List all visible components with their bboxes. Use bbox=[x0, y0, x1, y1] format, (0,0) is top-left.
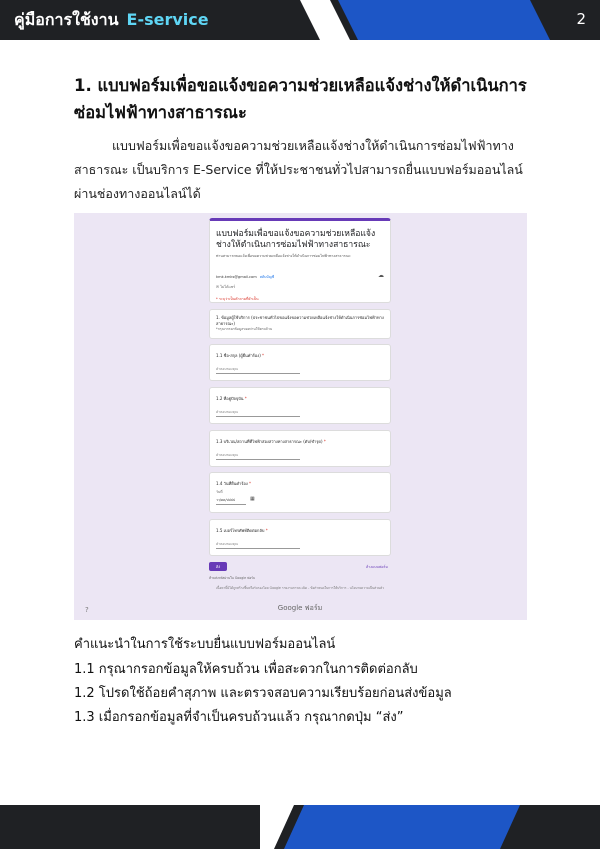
mail-icon: ✉ bbox=[216, 285, 220, 289]
header-title-accent: E-service bbox=[126, 10, 209, 29]
page-header bbox=[0, 0, 600, 40]
name-input[interactable]: คำตอบของคุณ bbox=[216, 367, 300, 374]
password-warning: ห้ามส่งรหัสผ่านใน Google ฟอร์ม bbox=[209, 576, 256, 580]
clear-form-button[interactable]: ล้างแบบฟอร์ม bbox=[366, 565, 388, 569]
question-card-info bbox=[209, 309, 391, 339]
form-header-card bbox=[209, 218, 391, 303]
form-account bbox=[216, 274, 274, 280]
page-footer bbox=[0, 805, 600, 849]
phone-input[interactable]: คำตอบของคุณ bbox=[216, 542, 300, 549]
question-label: 1.5 เบอร์โทรศัพท์ติดต่อกลับ * bbox=[216, 528, 268, 533]
address-input[interactable]: คำตอบของคุณ bbox=[216, 410, 300, 417]
question-label: 1. ข้อมูลผู้ใช้บริการ (ประชาชนทั่วไปขอแจ้งขอความช่วยเหลือแจ้งช่างให้ดำเนินการซ่อมไฟฟ้าทางสาธารณะ) bbox=[216, 315, 384, 326]
form-description: ท่านสามารถขอแจ้งเพื่อขอความช่วยเหลือแจ้งช่างให้ดำเนินการซ่อมไฟฟ้าทางสาธารณะ bbox=[216, 254, 351, 258]
footer-stripe-decoration bbox=[260, 805, 600, 849]
question-label: 1.3 บริเวณ/สถานที่ที่ไฟฟ้าส่องสว่างทางสาธารณะ (ดับ/ชำรุด) * bbox=[216, 439, 326, 444]
google-forms-logo: Google ฟอร์ม bbox=[277, 604, 323, 612]
account-email: kmk.kmks@gmail.com bbox=[216, 275, 257, 279]
switch-account-link[interactable]: สลับบัญชี bbox=[259, 275, 275, 279]
question-label: 1.4 วันที่ยื่นคำร้อง * bbox=[216, 481, 252, 486]
page-number: 2 bbox=[576, 10, 586, 28]
form-screenshot bbox=[74, 213, 527, 620]
instructions-title: คำแนะนำในการใช้ระบบยื่นแบบฟอร์มออนไลน์ bbox=[74, 637, 336, 652]
header-title-text: คู่มือการใช้งาน bbox=[14, 10, 119, 29]
instructions-list bbox=[74, 658, 544, 730]
calendar-icon[interactable]: ▦ bbox=[250, 496, 255, 502]
question-label: 1.1 ชื่อ-สกุล (ผู้ยื่นคำร้อง) * bbox=[216, 353, 265, 358]
question-card-address bbox=[209, 387, 391, 424]
question-card-name bbox=[209, 344, 391, 381]
question-card-date bbox=[209, 472, 391, 513]
instruction-item: 1.3 เมื่อกรอกข้อมูลที่จำเป็นครบถ้วนแล้ว กรุณากดปุ่ม “ส่ง” bbox=[74, 710, 404, 725]
date-label: วันที่ bbox=[216, 490, 223, 494]
required-note: * ระบุว่าเป็นคำถามที่จำเป็น bbox=[216, 297, 259, 301]
form-disclaimer: เนื้อหานี้มิได้ถูกสร้างขึ้นหรือรับรองโดย Google รายงานการละเมิด - ข้อกำหนดในการให้บริการ - นโยบายความเป็นส่วนตัว bbox=[216, 586, 384, 590]
header-title bbox=[14, 8, 209, 33]
date-input[interactable]: วว/ดด/ปปปป bbox=[216, 498, 246, 505]
not-shared-note: ✉ ไม่ได้แชร์ bbox=[216, 285, 236, 289]
question-card-phone bbox=[209, 519, 391, 556]
question-label: 1.2 ที่อยู่ปัจจุบัน * bbox=[216, 396, 247, 401]
section-paragraph: แบบฟอร์มเพื่อขอแจ้งขอความช่วยเหลือแจ้งช่างให้ดำเนินการซ่อมไฟฟ้าทางสาธารณะ เป็นบริการ E-Service ที่ให้ประชาชนทั่วไปสามารถยื่นแบบฟอร์มออนไลน์ผ่านช่องทางออนไลน์ได้ bbox=[74, 138, 523, 201]
help-icon[interactable]: ? bbox=[85, 606, 89, 614]
instruction-item: 1.2 โปรดใช้ถ้อยคำสุภาพ และตรวจสอบความเรียบร้อยก่อนส่งข้อมูล bbox=[74, 686, 452, 701]
question-card-location bbox=[209, 430, 391, 467]
section-heading: 1. แบบฟอร์มเพื่อขอแจ้งขอความช่วยเหลือแจ้งช่างให้ดำเนินการซ่อมไฟฟ้าทางสาธารณะ bbox=[74, 76, 527, 122]
instruction-item: 1.1 กรุณากรอกข้อมูลให้ครบถ้วน เพื่อสะดวกในการติดต่อกลับ bbox=[74, 662, 418, 677]
cloud-icon: ☁ bbox=[378, 272, 384, 279]
question-hint: *กรุณากรอกข้อมูลของท่านให้ครบถ้วน bbox=[216, 327, 273, 331]
header-stripe-decoration bbox=[300, 0, 600, 40]
location-input[interactable]: คำตอบของคุณ bbox=[216, 453, 300, 460]
form-title: แบบฟอร์มเพื่อขอแจ้งขอความช่วยเหลือแจ้งช่างให้ดำเนินการซ่อมไฟฟ้าทางสาธารณะ bbox=[216, 229, 376, 250]
submit-button[interactable]: ส่ง bbox=[209, 562, 227, 571]
